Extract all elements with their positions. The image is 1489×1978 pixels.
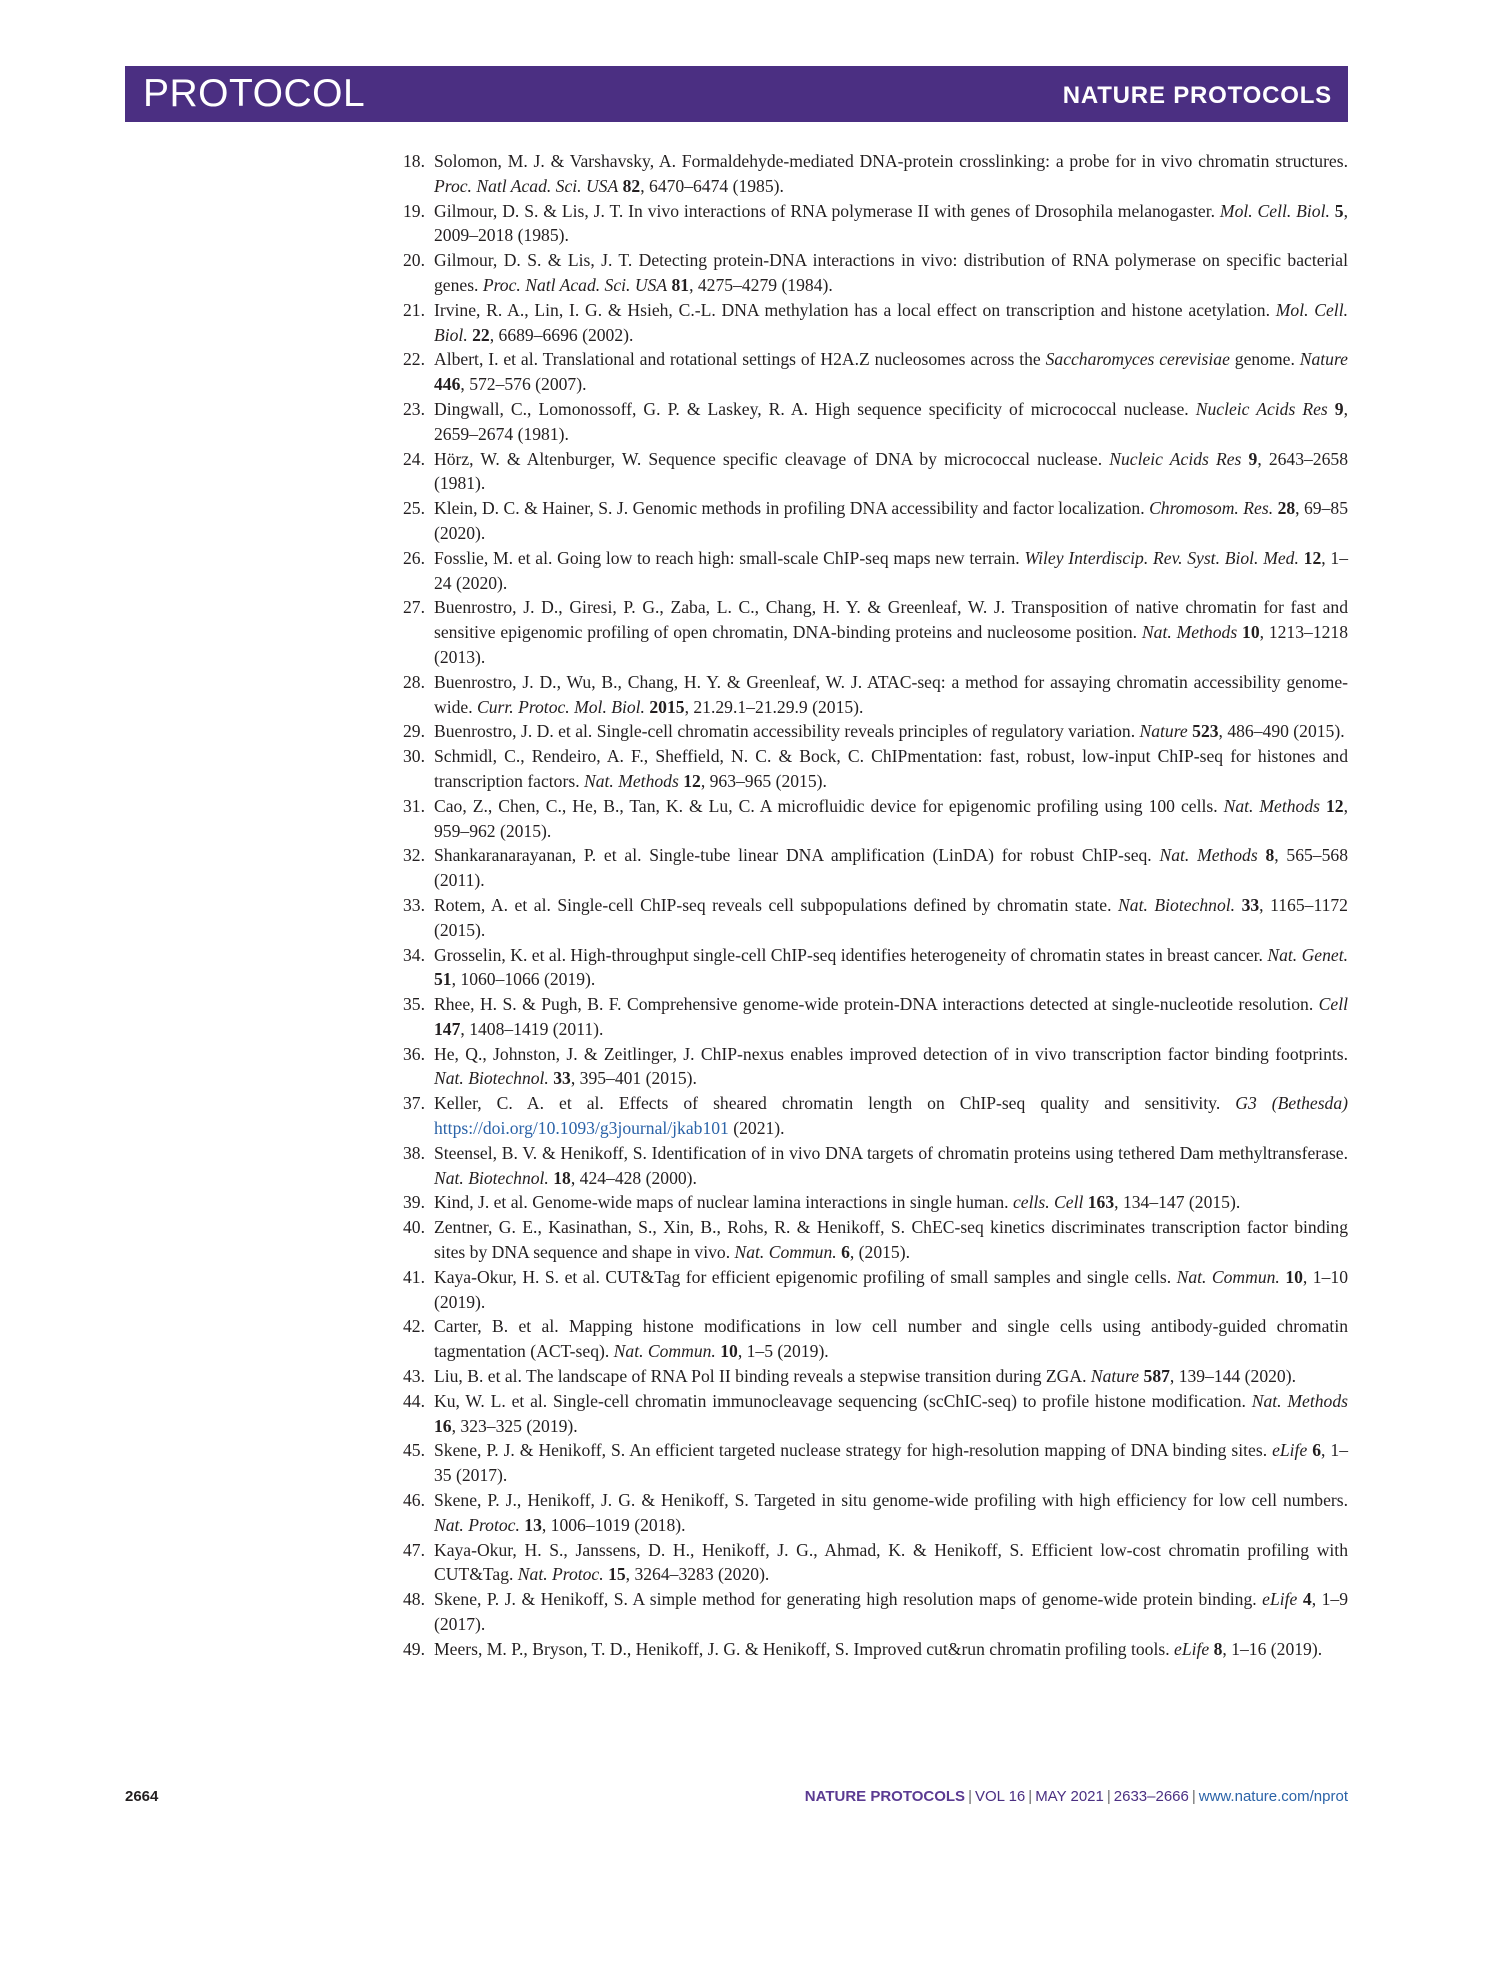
reference-segment: Gilmour, D. S. & Lis, J. T. Detecting protein-DNA interactions in vivo: distribution of RNA polymerase on specific bacterial genes. (434, 250, 1348, 295)
reference-segment: , 1408–1419 (2011). (460, 1018, 604, 1039)
reference-segment: Grosselin, K. et al. High-throughput single-cell ChIP-seq identifies heterogeneity of chromatin states in breast cancer. (434, 944, 1268, 965)
reference-segment: Zentner, G. E., Kasinathan, S., Xin, B., Rohs, R. & Henikoff, S. ChEC-seq kinetics discriminates transcription factor binding sites by DNA sequence and shape in vivo. (434, 1217, 1348, 1263)
reference-item (393, 1438, 1348, 1488)
reference-segment (1328, 399, 1335, 419)
reference-volume: 51 (434, 969, 452, 990)
reference-journal: Nat. Protoc. (434, 1514, 520, 1535)
footer-separator: | (1191, 1788, 1196, 1805)
reference-number: 43. (403, 1366, 425, 1387)
reference-journal: Nat. Methods (584, 770, 679, 791)
reference-text (434, 994, 1348, 1039)
reference-volume: 12 (1326, 795, 1344, 816)
reference-segment: genome. (1229, 349, 1300, 370)
reference-segment: , 424–428 (2000). (570, 1167, 697, 1188)
reference-journal: cells. Cell (1012, 1192, 1084, 1213)
reference-volume: 22 (472, 324, 490, 345)
reference-journal: eLife (1262, 1589, 1298, 1610)
reference-text (434, 498, 1348, 543)
reference-text (434, 721, 1345, 741)
reference-segment (1241, 449, 1248, 469)
reference-segment: Rotem, A. et al. Single-cell ChIP-seq reveals cell subpopulations defined by chromatin state. (434, 894, 1119, 915)
footer-date: MAY 2021 (1035, 1788, 1104, 1805)
reference-segment: , 1–5 (2019). (737, 1341, 829, 1362)
reference-item (393, 347, 1348, 397)
reference-text (434, 1490, 1348, 1535)
reference-segment: , 1–16 (2019). (1222, 1638, 1323, 1659)
reference-segment: Ku, W. L. et al. Single-cell chromatin immunocleavage sequencing (scChIC-seq) to profile histone modification. (434, 1390, 1252, 1411)
reference-item (393, 794, 1348, 844)
footer-separator: | (1106, 1788, 1111, 1805)
reference-item (393, 199, 1348, 249)
reference-item (393, 447, 1348, 497)
reference-volume: 18 (553, 1167, 571, 1188)
reference-text (434, 1440, 1348, 1485)
reference-item (393, 298, 1348, 348)
reference-text (434, 1217, 1348, 1262)
reference-segment: , 2659–2674 (1981). (434, 398, 1348, 444)
reference-number: 20. (403, 250, 425, 271)
reference-number: 21. (403, 299, 425, 320)
reference-journal: Nat. Methods (1251, 1390, 1348, 1411)
reference-segment: (2021). (728, 1118, 785, 1139)
reference-volume: 446 (434, 374, 461, 395)
reference-volume: 8 (1265, 845, 1275, 866)
reference-number: 46. (403, 1490, 425, 1511)
reference-text (434, 151, 1348, 196)
reference-segment: , 963–965 (2015). (700, 770, 827, 791)
reference-segment: , 2009–2018 (1985). (434, 200, 1348, 246)
reference-volume: 8 (1213, 1638, 1223, 1659)
reference-segment: , 21.29.1–21.29.9 (2015). (684, 696, 864, 717)
reference-volume: 13 (524, 1514, 542, 1535)
reference-item (393, 1538, 1348, 1588)
reference-volume: 5 (1334, 200, 1344, 221)
reference-text (434, 746, 1348, 791)
reference-journal: Nature (1139, 721, 1188, 742)
reference-journal: Nat. Methods (1141, 622, 1238, 643)
reference-volume: 6 (1312, 1440, 1322, 1461)
section-label: PROTOCOL (143, 72, 366, 115)
reference-segment: , 395–401 (2015). (570, 1068, 697, 1089)
reference-segment: Shankaranarayanan, P. et al. Single-tube linear DNA amplification (LinDA) for robust ChIP-seq. (434, 845, 1160, 866)
reference-segment: Hörz, W. & Altenburger, W. Sequence specific cleavage of DNA by micrococcal nuclease. (434, 448, 1110, 469)
reference-journal: Proc. Natl Acad. Sci. USA (482, 274, 668, 295)
reference-item (393, 1265, 1348, 1315)
reference-segment: , 1213–1218 (2013). (434, 622, 1349, 667)
reference-text (434, 1589, 1348, 1634)
reference-volume: 16 (434, 1415, 452, 1436)
reference-volume: 9 (1248, 448, 1258, 469)
reference-segment: , 1060–1066 (2019). (451, 969, 596, 990)
reference-segment: , 134–147 (2015). (1114, 1192, 1241, 1213)
reference-item (393, 149, 1348, 199)
reference-journal: Wiley Interdiscip. Rev. Syst. Biol. Med. (1024, 547, 1299, 568)
reference-volume: 12 (683, 770, 701, 791)
reference-item (393, 1091, 1348, 1141)
reference-segment: Buenrostro, J. D., Giresi, P. G., Zaba, L. C., Chang, H. Y. & Greenleaf, W. J. Transposition of native chromatin for fast and sensitive epigenomic profiling of open chromatin, DNA-binding proteins and nucleosome position. (434, 597, 1348, 643)
reference-segment: , 572–576 (2007). (460, 374, 587, 395)
reference-number: 33. (403, 894, 425, 915)
reference-volume: 10 (1285, 1266, 1303, 1287)
reference-journal: Mol. Cell. Biol. (1219, 200, 1330, 221)
reference-text (434, 672, 1348, 717)
reference-number: 39. (403, 1192, 425, 1213)
reference-number: 25. (403, 498, 425, 519)
reference-item (393, 1587, 1348, 1637)
reference-text (434, 1192, 1240, 1212)
reference-segment: , 1–9 (2017). (434, 1589, 1349, 1635)
reference-segment: , 486–490 (2015). (1218, 721, 1345, 742)
reference-volume: 12 (1303, 547, 1322, 568)
reference-number: 42. (403, 1316, 425, 1337)
reference-segment: , 4275–4279 (1984). (689, 274, 833, 295)
reference-item (393, 546, 1348, 596)
reference-item (393, 1215, 1348, 1265)
reference-segment: Fosslie, M. et al. Going low to reach high: small-scale ChIP-seq maps new terrain. (434, 547, 1025, 568)
reference-journal: Proc. Natl Acad. Sci. USA (434, 175, 619, 196)
reference-item (393, 1190, 1348, 1215)
reference-segment: , 1006–1019 (2018). (541, 1514, 686, 1535)
reference-number: 19. (403, 200, 425, 221)
reference-item (393, 496, 1348, 546)
reference-number: 29. (403, 721, 425, 742)
footer-separator: | (968, 1788, 972, 1805)
reference-segment: Buenrostro, J. D., Wu, B., Chang, H. Y. & Greenleaf, W. J. ATAC-seq: a method for assaying chromatin accessibility genome-wide. (434, 671, 1348, 717)
reference-volume: 33 (553, 1068, 571, 1089)
reference-item (393, 595, 1348, 669)
reference-item (393, 843, 1348, 893)
reference-text (434, 300, 1348, 345)
reference-segment: Dingwall, C., Lomonossoff, G. P. & Laskey, R. A. High sequence specificity of micrococcal nuclease. (434, 398, 1196, 419)
reference-segment: Albert, I. et al. Translational and rotational settings of H2A.Z nucleosomes across the (434, 349, 1046, 370)
reference-segment: , 1–24 (2020). (434, 547, 1348, 593)
reference-segment: Irvine, R. A., Lin, I. G. & Hsieh, C.-L. DNA methylation has a local effect on transcription and histone acetylation. (434, 299, 1276, 320)
reference-text (434, 1540, 1348, 1585)
reference-segment: Keller, C. A. et al. Effects of sheared chromatin length on ChIP-seq quality and sensitivity. (434, 1093, 1236, 1114)
reference-number: 18. (403, 151, 425, 171)
reference-segment: Gilmour, D. S. & Lis, J. T. In vivo interactions of RNA polymerase II with genes of Drosophila melanogaster. (434, 200, 1220, 221)
reference-journal: Nucleic Acids Res (1109, 448, 1242, 469)
reference-segment: , 1–35 (2017). (434, 1440, 1349, 1486)
reference-doi-link[interactable]: https://doi.org/10.1093/g3journal/jkab101 (434, 1118, 729, 1139)
reference-volume: 28 (1277, 498, 1296, 519)
reference-item (393, 397, 1348, 447)
reference-volume: 147 (434, 1018, 461, 1039)
reference-journal: Nat. Methods (1159, 845, 1258, 866)
reference-segment: Liu, B. et al. The landscape of RNA Pol II binding reveals a stepwise transition during ZGA. (434, 1366, 1091, 1387)
reference-segment: Kaya-Okur, H. S. et al. CUT&Tag for efficient epigenomic profiling of small samples and single cells. (434, 1266, 1177, 1287)
footer-journal-info (805, 1788, 1348, 1805)
page-header (125, 66, 1348, 122)
page-number: 2664 (125, 1788, 159, 1805)
reference-text (434, 1639, 1322, 1659)
reference-journal: Nat. Commun. (734, 1242, 837, 1263)
reference-item (393, 1364, 1348, 1389)
reference-segment: , 2643–2658 (1981). (434, 448, 1348, 494)
reference-segment: Buenrostro, J. D. et al. Single-cell chromatin accessibility reveals principles of regulatory variation. (434, 721, 1140, 742)
reference-segment: Solomon, M. J. & Varshavsky, A. Formaldehyde-mediated DNA-protein crosslinking: a probe for in vivo chromatin structures. (434, 151, 1348, 171)
reference-number: 41. (403, 1266, 425, 1287)
reference-journal: Nat. Biotechnol. (434, 1167, 549, 1188)
reference-segment: Steensel, B. V. & Henikoff, S. Identification of in vivo DNA targets of chromatin proteins using tethered Dam methyltransferase. (434, 1142, 1348, 1163)
reference-journal: Mol. Cell. Biol. (434, 299, 1348, 345)
reference-text (434, 1143, 1348, 1188)
reference-segment: , 139–144 (2020). (1169, 1366, 1296, 1387)
reference-journal: Nat. Commun. (613, 1341, 716, 1362)
reference-number: 40. (403, 1217, 425, 1238)
reference-journal: G3 (Bethesda) (1235, 1093, 1349, 1114)
reference-text (434, 1316, 1348, 1361)
reference-text (434, 399, 1348, 444)
reference-item (393, 943, 1348, 993)
reference-number: 30. (403, 746, 425, 767)
reference-number: 28. (403, 671, 425, 692)
reference-journal: Nature (1299, 349, 1348, 370)
reference-segment: Meers, M. P., Bryson, T. D., Henikoff, J. G. & Henikoff, S. Improved cut&run chromatin profiling tools. (434, 1638, 1175, 1659)
reference-number: 31. (403, 795, 425, 816)
reference-number: 27. (403, 597, 425, 618)
reference-volume: 4 (1302, 1589, 1312, 1610)
reference-text (434, 201, 1348, 246)
reference-text (434, 1267, 1348, 1312)
reference-text (434, 349, 1348, 394)
reference-item (393, 1141, 1348, 1191)
reference-segment: , 323–325 (2019). (451, 1415, 578, 1436)
reference-volume: 10 (720, 1341, 738, 1362)
reference-number: 37. (403, 1093, 425, 1114)
reference-journal: Nat. Methods (1223, 795, 1320, 816)
reference-number: 26. (403, 547, 425, 568)
reference-journal: Nat. Genet. (1267, 944, 1349, 965)
reference-number: 47. (403, 1539, 425, 1560)
reference-journal: Nat. Biotechnol. (434, 1068, 549, 1089)
reference-volume: 33 (1241, 894, 1260, 915)
reference-journal: Nat. Commun. (1176, 1266, 1280, 1287)
reference-item (393, 248, 1348, 298)
reference-segment: Kaya-Okur, H. S., Janssens, D. H., Henikoff, J. G., Ahmad, K. & Henikoff, S. Efficient low-cost chromatin profiling with CUT&Tag. (434, 1539, 1348, 1585)
reference-text (434, 1044, 1348, 1089)
reference-journal: Curr. Protoc. Mol. Biol. (477, 696, 645, 717)
reference-volume: 9 (1334, 398, 1344, 419)
reference-text (434, 449, 1348, 494)
reference-item (393, 1042, 1348, 1092)
reference-segment: Klein, D. C. & Hainer, S. J. Genomic methods in profiling DNA accessibility and factor localization. (434, 498, 1150, 519)
reference-volume: 523 (1192, 721, 1219, 742)
reference-segment: Cao, Z., Chen, C., He, B., Tan, K. & Lu, C. A microfluidic device for epigenomic profiling using 100 cells. (434, 795, 1224, 816)
reference-segment: , (2015). (849, 1242, 910, 1263)
reference-journal: Chromosom. Res. (1149, 498, 1274, 519)
reference-segment: , 1–10 (2019). (434, 1266, 1348, 1312)
reference-journal: Nucleic Acids Res (1195, 398, 1328, 419)
reference-number: 36. (403, 1043, 425, 1064)
reference-text (434, 1391, 1348, 1436)
reference-number: 34. (403, 944, 425, 965)
footer-volume: VOL 16 (974, 1788, 1026, 1805)
reference-segment: , 6689–6696 (2002). (489, 324, 634, 345)
reference-number: 45. (403, 1440, 425, 1461)
reference-volume: 10 (1242, 622, 1260, 643)
reference-journal: Nat. Biotechnol. (1118, 894, 1236, 915)
reference-segment: , 3264–3283 (2020). (625, 1564, 770, 1585)
reference-segment: Kind, J. et al. Genome-wide maps of nuclear lamina interactions in single human. (434, 1192, 1013, 1213)
reference-segment: Rhee, H. S. & Pugh, B. F. Comprehensive genome-wide protein-DNA interactions detected at single-nucleotide resolution. (434, 994, 1319, 1015)
reference-journal: Saccharomyces cerevisiae (1045, 349, 1230, 370)
footer-journal-link[interactable]: www.nature.com/nprot (1198, 1788, 1348, 1805)
reference-number: 23. (403, 398, 425, 419)
reference-segment: , 959–962 (2015). (434, 795, 1348, 841)
reference-text (434, 1093, 1348, 1138)
reference-volume: 587 (1143, 1366, 1170, 1387)
footer-pages: 2633–2666 (1113, 1788, 1189, 1805)
reference-journal: Nature (1090, 1366, 1140, 1387)
reference-text (434, 895, 1348, 940)
reference-segment: Carter, B. et al. Mapping histone modifications in low cell number and single cells using antibody-guided chromatin tagmentation (ACT-seq). (434, 1316, 1348, 1362)
reference-segment: Skene, P. J., Henikoff, J. G. & Henikoff, S. Targeted in situ genome-wide profiling with high efficiency for low cell numbers. (434, 1490, 1348, 1511)
reference-volume: 2015 (649, 696, 685, 717)
reference-text (434, 796, 1348, 841)
reference-text (434, 250, 1348, 295)
reference-number: 32. (403, 845, 425, 866)
reference-volume: 82 (622, 175, 641, 196)
footer-separator: | (1028, 1788, 1033, 1805)
reference-list (393, 149, 1348, 1662)
reference-text (434, 548, 1348, 593)
reference-journal: Cell (1318, 994, 1348, 1015)
reference-item (393, 992, 1348, 1042)
reference-item (393, 1488, 1348, 1538)
reference-number: 49. (403, 1638, 425, 1659)
reference-number: 48. (403, 1589, 425, 1610)
reference-item (393, 1389, 1348, 1439)
reference-volume: 81 (671, 274, 690, 295)
reference-text (434, 597, 1348, 667)
reference-journal: eLife (1174, 1638, 1210, 1659)
reference-volume: 6 (841, 1242, 850, 1263)
reference-text (434, 845, 1348, 890)
reference-item (393, 670, 1348, 720)
reference-item (393, 744, 1348, 794)
reference-number: 35. (403, 994, 425, 1015)
reference-item (393, 1314, 1348, 1364)
journal-name-header: NATURE PROTOCOLS (1062, 82, 1332, 109)
reference-text (434, 945, 1348, 990)
reference-volume: 15 (608, 1564, 626, 1585)
reference-item (393, 893, 1348, 943)
reference-number: 22. (403, 349, 425, 370)
reference-segment: , 69–85 (2020). (434, 498, 1348, 543)
reference-segment: , 565–568 (2011). (434, 845, 1348, 891)
reference-volume: 163 (1087, 1192, 1115, 1213)
reference-segment: , 1165–1172 (2015). (434, 894, 1348, 940)
reference-segment: Skene, P. J. & Henikoff, S. A simple method for generating high resolution maps of genome-wide protein binding. (434, 1589, 1263, 1610)
reference-segment: Schmidl, C., Rendeiro, A. F., Sheffield, N. C. & Bock, C. ChIPmentation: fast, robust, low-input ChIP-seq for histones and transcription factors. (434, 746, 1348, 791)
reference-segment: He, Q., Johnston, J. & Zeitlinger, J. ChIP-nexus enables improved detection of in vivo transcription factor binding footprints. (434, 1043, 1348, 1064)
reference-segment: , 6470–6474 (1985). (640, 175, 784, 196)
reference-journal: eLife (1272, 1440, 1308, 1461)
footer-journal-name: NATURE PROTOCOLS (804, 1788, 966, 1805)
reference-number: 44. (403, 1390, 425, 1411)
reference-number: 38. (403, 1142, 425, 1163)
reference-number: 24. (403, 448, 425, 469)
reference-item (393, 719, 1348, 744)
reference-item (393, 1637, 1348, 1662)
reference-segment: Skene, P. J. & Henikoff, S. An efficient targeted nuclease strategy for high-resolution mapping of DNA binding sites. (434, 1440, 1273, 1461)
reference-text (434, 1366, 1296, 1386)
reference-journal: Nat. Protoc. (517, 1564, 604, 1585)
